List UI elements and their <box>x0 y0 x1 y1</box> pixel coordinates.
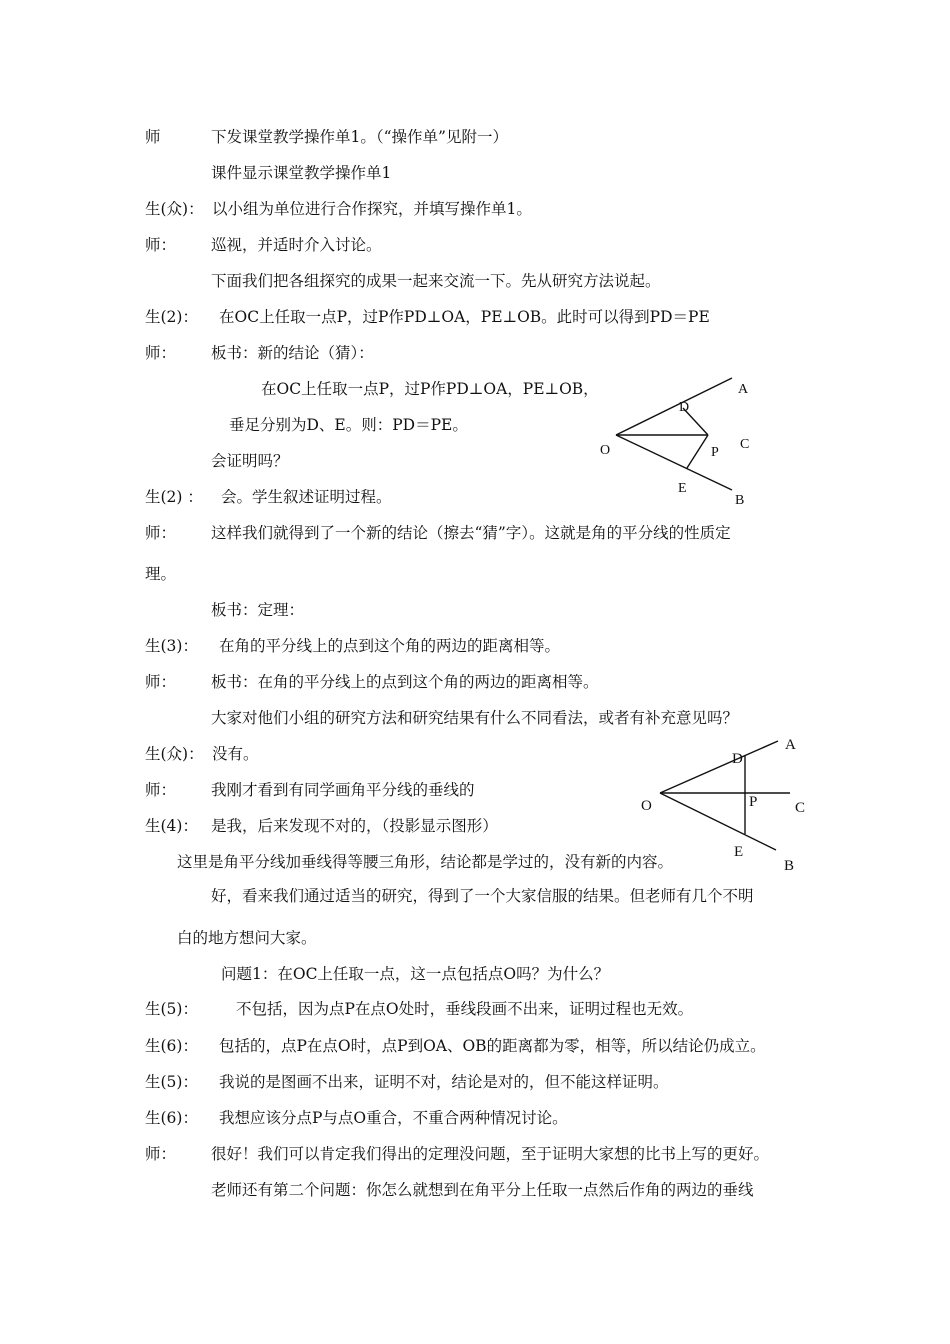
segment-pe <box>687 435 708 468</box>
dialogue-line: 好，看来我们通过适当的研究，得到了一个大家信服的结果。但老师有几个不明 <box>211 887 754 905</box>
speaker-label: 生(众)： <box>145 200 204 218</box>
ray-ob <box>616 435 732 490</box>
dialogue-line: 不包括，因为点P在点O处时，垂线段画不出来，证明过程也无效。 <box>236 1000 694 1018</box>
label-a: A <box>785 737 796 753</box>
dialogue-line: 以小组为单位进行合作探究，并填写操作单1。 <box>212 200 532 218</box>
dialogue-line: 很好！我们可以肯定我们得出的定理没问题，至于证明大家想的比书上写的更好。 <box>211 1145 770 1163</box>
dialogue-line: 板书：定理： <box>211 601 305 619</box>
label-c: C <box>740 437 750 452</box>
speaker-label: 生(2)： <box>145 308 198 326</box>
dialogue-line: 垂足分别为D、E。则：PD＝PE。 <box>229 416 468 434</box>
speaker-label: 师： <box>145 1145 177 1163</box>
speaker-label: 生(众)： <box>145 745 204 763</box>
dialogue-line: 板书：在角的平分线上的点到这个角的两边的距离相等。 <box>211 673 599 691</box>
dialogue-line: 我说的是图画不出来，证明不对，结论是对的，但不能这样证明。 <box>219 1073 669 1091</box>
speaker-label: 生(6)： <box>145 1109 198 1127</box>
dialogue-line: 这样我们就得到了一个新的结论（擦去“猜”字）。这就是角的平分线的性质定 <box>211 524 731 542</box>
dialogue-line: 下发课堂教学操作单1。（“操作单”见附一） <box>211 128 508 146</box>
dialogue-line: 这里是角平分线加垂线得等腰三角形，结论都是学过的，没有新的内容。 <box>177 853 674 871</box>
angle-bisector-figure-perpendiculars <box>590 370 760 510</box>
dialogue-line: 在角的平分线上的点到这个角的两边的距离相等。 <box>219 637 561 655</box>
speaker-label: 师： <box>145 524 177 542</box>
dialogue-line: 会证明吗？ <box>211 452 289 470</box>
speaker-label: 生(5)： <box>145 1000 198 1018</box>
label-p: P <box>711 445 719 460</box>
dialogue-line: 问题1：在OC上任取一点，这一点包括点O吗？为什么？ <box>221 965 610 983</box>
speaker-label: 师： <box>145 344 177 362</box>
label-d: D <box>732 751 743 767</box>
dialogue-line: 包括的，点P在点O时，点P到OA、OB的距离都为零，相等，所以结论仍成立。 <box>219 1037 766 1055</box>
speaker-label: 生(3)： <box>145 637 198 655</box>
speaker-label: 师： <box>145 673 177 691</box>
label-o: O <box>600 443 611 458</box>
ray-oa <box>660 741 778 793</box>
speaker-label: 生(6)： <box>145 1037 198 1055</box>
label-d: D <box>679 400 690 415</box>
dialogue-line: 理。 <box>145 565 177 583</box>
dialogue-line: 老师还有第二个问题：你怎么就想到在角平分上任取一点然后作角的两边的垂线 <box>211 1181 754 1199</box>
dialogue-line: 白的地方想问大家。 <box>177 929 317 947</box>
label-b: B <box>784 858 795 874</box>
label-c: C <box>795 800 806 816</box>
label-o: O <box>641 798 652 814</box>
label-p: P <box>749 794 758 810</box>
label-e: E <box>734 844 744 860</box>
ray-oa <box>616 378 732 435</box>
dialogue-line: 课件显示课堂教学操作单1 <box>211 164 392 182</box>
dialogue-line: 大家对他们小组的研究方法和研究结果有什么不同看法，或者有补充意见吗？ <box>211 709 739 727</box>
speaker-label: 师 <box>145 128 161 146</box>
label-e: E <box>678 481 687 496</box>
dialogue-line: 是我，后来发现不对的，（投影显示图形） <box>211 817 498 835</box>
label-a: A <box>738 382 749 397</box>
dialogue-line: 在OC上任取一点P，过P作PD⊥OA，PE⊥OB， <box>261 380 599 398</box>
dialogue-line: 没有。 <box>212 745 259 763</box>
label-b: B <box>735 493 745 508</box>
dialogue-line: 我刚才看到有同学画角平分线的垂线的 <box>211 781 475 799</box>
angle-bisector-figure-isosceles <box>635 733 815 875</box>
dialogue-line: 我想应该分点P与点O重合，不重合两种情况讨论。 <box>219 1109 568 1127</box>
dialogue-line: 巡视，并适时介入讨论。 <box>211 236 382 254</box>
dialogue-line: 在OC上任取一点P，过P作PD⊥OA，PE⊥OB。此时可以得到PD＝PE <box>219 308 710 326</box>
dialogue-line: 板书：新的结论（猜）： <box>211 344 374 362</box>
dialogue-line: 下面我们把各组探究的成果一起来交流一下。先从研究方法说起。 <box>211 272 661 290</box>
speaker-label: 生(2) ： <box>145 488 203 506</box>
speaker-label: 师： <box>145 781 177 799</box>
speaker-label: 师： <box>145 236 177 254</box>
dialogue-line: 会。学生叙述证明过程。 <box>221 488 392 506</box>
speaker-label: 生(4)： <box>145 817 198 835</box>
speaker-label: 生(5)： <box>145 1073 198 1091</box>
ray-ob <box>660 793 776 850</box>
